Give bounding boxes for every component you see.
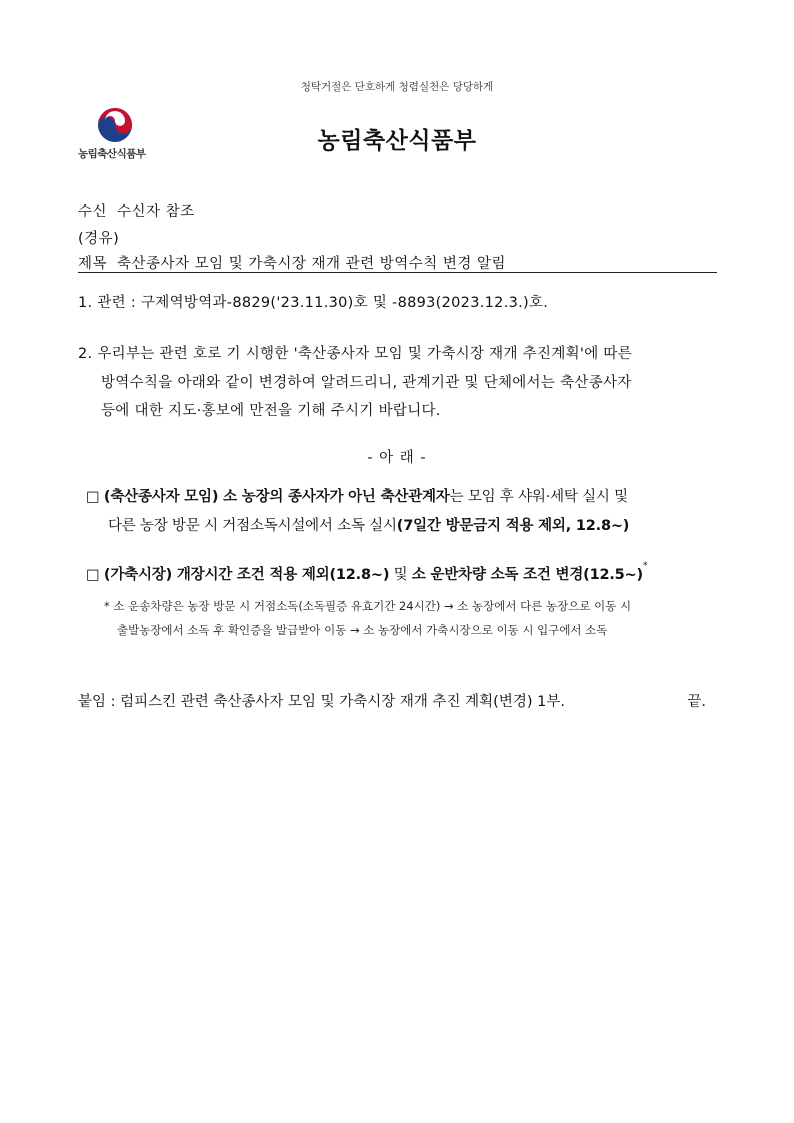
recipient-row — [78, 200, 195, 221]
item-2-line-3: 등에 대한 지도·홍보에 만전을 기해 주시기 바랍니다. — [101, 403, 441, 419]
end-mark: 끝. — [687, 694, 706, 710]
box-1-content — [86, 485, 628, 506]
box-1-bold-a: (축산종사자 모임) 소 농장의 종사자가 아닌 축산관계자 — [103, 489, 450, 505]
item-2-line-1-text: 2. 우리부는 관련 호로 기 시행한 '축산종사자 모임 및 가축시장 재개 추진계획'에 따른 — [78, 346, 633, 362]
subject-value: 축산종사자 모임 및 가축시장 재개 관련 방역수칙 변경 알림 — [117, 256, 507, 272]
attachment-text: 붙임 : 럼피스킨 관련 축산종사자 모임 및 가축시장 재개 추진 계획(변경) 1부. — [78, 694, 565, 710]
subject-label: 제목 — [78, 256, 108, 272]
item-2-line-2 — [101, 371, 718, 392]
below-heading: - 아 래 - — [367, 450, 427, 466]
footnote-line-1-text: * 소 운송차량은 농장 방문 시 거점소독(소독필증 유효기간 24시간) → 소 농장에서 다른 농장으로 이동 시 — [104, 599, 632, 613]
via-label: (경유) — [78, 231, 120, 247]
header-divider — [78, 272, 717, 273]
slogan: 청탁거절은 단호하게 청렴실천은 당당하게 — [300, 81, 494, 93]
box-2-normal-a: 및 — [389, 567, 412, 583]
box-2-line-1 — [86, 563, 647, 584]
box-1-normal-a: 는 모임 후 샤워·세탁 실시 및 — [449, 489, 628, 505]
footnote-line-1 — [104, 598, 717, 614]
box-1-line-1 — [86, 485, 718, 506]
attachment-row — [78, 690, 706, 711]
item-2-line-1 — [78, 342, 718, 363]
footnote-line-2: 출발농장에서 소독 후 확인증을 발급받아 이동 → 소 농장에서 가축시장으로 이동 시 입구에서 소독 — [117, 623, 608, 637]
box-1-line-2-bold: (7일간 방문금지 적용 제외, 12.8~) — [396, 518, 630, 534]
agency-title: 농림축산식품부 — [317, 128, 477, 154]
box-1-line-2 — [108, 514, 629, 535]
subject-row — [78, 252, 506, 273]
item-2-line-2-text: 방역수칙을 아래와 같이 변경하여 알려드리니, 관계기관 및 단체에서는 축산종사자 — [101, 375, 632, 391]
box-2-bold-b: 소 운반차량 소독 조건 변경(12.5~) — [411, 567, 643, 583]
box-1-line-2-normal: 다른 농장 방문 시 거점소독시설에서 소독 실시 — [108, 518, 397, 534]
recipient-value: 수신자 참조 — [117, 204, 195, 220]
item-1-reference: 1. 관련 : 구제역방역과-8829('23.11.30)호 및 -8893(2023.12.3.)호. — [78, 295, 549, 311]
logo-text: 농림축산식품부 — [78, 148, 146, 160]
footnote-marker: * — [642, 561, 648, 571]
checkbox-bullet-icon: □ — [86, 567, 100, 583]
box-2-bold-a: (가축시장) 개장시간 조건 적용 제외(12.8~) — [103, 567, 390, 583]
recipient-label: 수신 — [78, 204, 108, 220]
checkbox-bullet-icon: □ — [86, 489, 100, 505]
via-row — [78, 227, 119, 248]
